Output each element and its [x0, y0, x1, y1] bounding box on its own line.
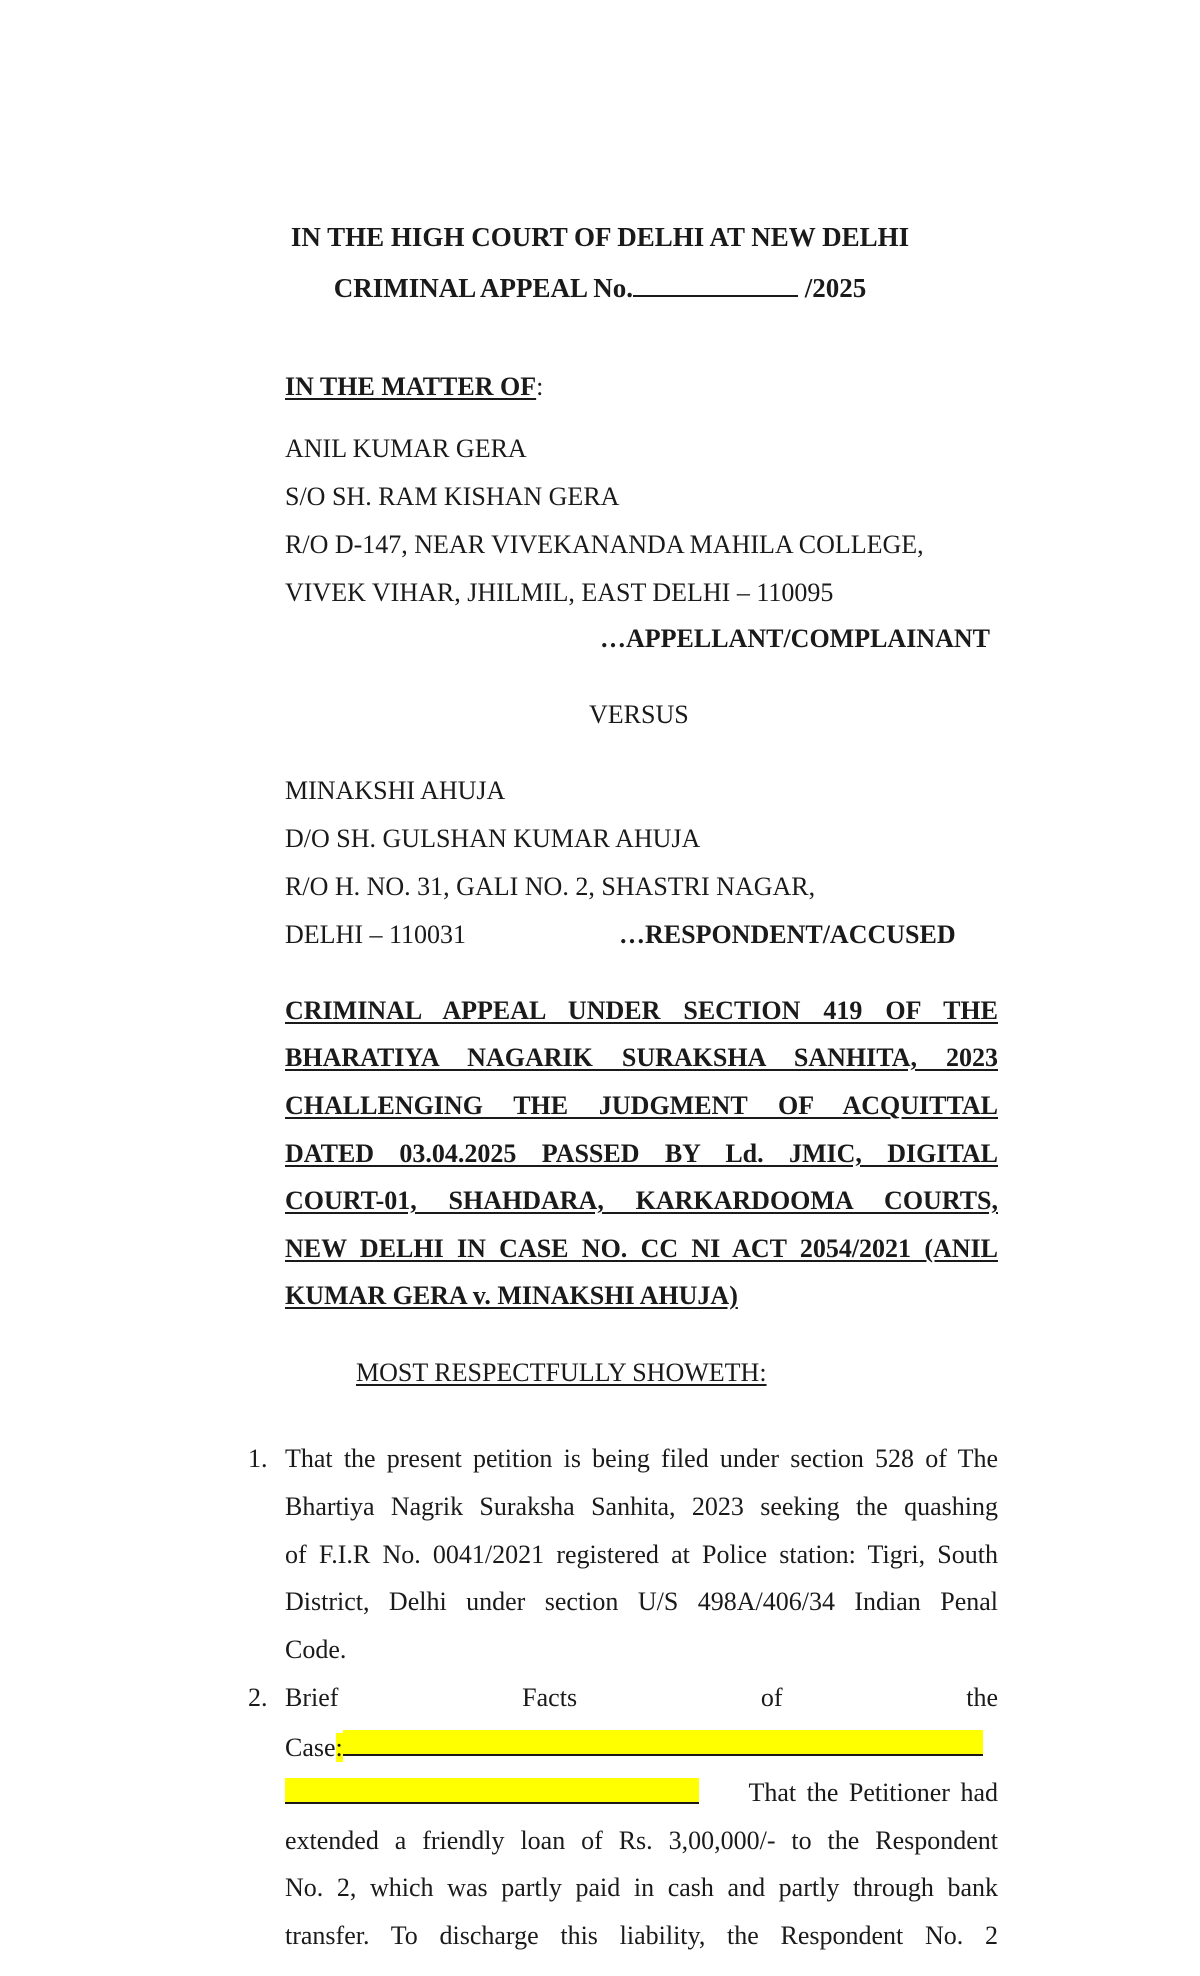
para-2-line-6: transfer. To discharge this liability, the Respondent No. 2 [285, 1921, 998, 1950]
court-title: IN THE HIGH COURT OF DELHI AT NEW DELHI [290, 222, 910, 252]
appellant-address-2: VIVEK VIHAR, JHILMIL, EAST DELHI – 110095 [285, 578, 834, 607]
appellant-name: ANIL KUMAR GERA [285, 434, 527, 463]
appeal-title-line-6: NEW DELHI IN CASE NO. CC NI ACT 2054/2021 (ANIL [285, 1234, 998, 1263]
appeal-title-line-5: COURT-01, SHAHDARA, KARKARDOOMA COURTS, [285, 1186, 998, 1215]
para-2-blank-line [285, 1778, 998, 1811]
appellant-address-1: R/O D-147, NEAR VIVEKANANDA MAHILA COLLEGE, [285, 530, 924, 559]
case-label: Case [285, 1733, 336, 1762]
respondent-name: MINAKSHI AHUJA [285, 776, 506, 805]
case-highlight-blank-2[interactable] [285, 1778, 699, 1804]
respondent-address-1: R/O H. NO. 31, GALI NO. 2, SHASTRI NAGAR, [285, 872, 816, 901]
para-1-line-5: Code. [285, 1635, 347, 1664]
appeal-number-line [0, 271, 1200, 304]
para-1-line-2: Bhartiya Nagrik Suraksha Sanhita, 2023 seeking the quashing [285, 1492, 998, 1521]
matter-heading: IN THE MATTER OF [285, 372, 537, 401]
para-2-after-blank: That the Petitioner had [748, 1778, 998, 1807]
para-1-number: 1. [248, 1444, 268, 1473]
para-2-line-1: Brief Facts of the [285, 1683, 998, 1712]
para-1-line-1: That the present petition is being filed under section 528 of The [285, 1444, 998, 1473]
appeal-title-line-2: BHARATIYA NAGARIK SURAKSHA SANHITA, 2023 [285, 1043, 998, 1072]
matter-heading-line [285, 372, 543, 402]
case-colon: : [335, 1733, 343, 1762]
matter-colon: : [536, 372, 544, 401]
appeal-title-line-3: CHALLENGING THE JUDGMENT OF ACQUITTAL [285, 1091, 998, 1120]
para-2-number: 2. [248, 1683, 268, 1712]
respondent-parent: D/O SH. GULSHAN KUMAR AHUJA [285, 824, 701, 853]
versus-label: VERSUS [589, 700, 689, 729]
appeal-number-blank[interactable] [633, 271, 798, 297]
para-2-line-5: No. 2, which was partly paid in cash and partly through bank [285, 1873, 998, 1902]
appeal-title-line-1: CRIMINAL APPEAL UNDER SECTION 419 OF THE [285, 996, 998, 1025]
case-highlight-blank-1[interactable] [343, 1730, 983, 1756]
respondent-address-2: DELHI – 110031 [285, 920, 467, 949]
appeal-number-suffix: /2025 [798, 273, 867, 303]
appellant-parent: S/O SH. RAM KISHAN GERA [285, 482, 620, 511]
para-1-line-4: District, Delhi under section U/S 498A/406/34 Indian Penal [285, 1587, 998, 1616]
appeal-number-prefix: CRIMINAL APPEAL No. [333, 273, 633, 303]
para-2-case-line [285, 1730, 983, 1763]
showeth-heading: MOST RESPECTFULLY SHOWETH: [356, 1358, 767, 1387]
para-1-line-3: of F.I.R No. 0041/2021 registered at Police station: Tigri, South [285, 1540, 998, 1569]
appellant-role: …APPELLANT/COMPLAINANT [599, 624, 990, 653]
para-2-line-4: extended a friendly loan of Rs. 3,00,000/- to the Respondent [285, 1826, 998, 1855]
appeal-title-line-7: KUMAR GERA v. MINAKSHI AHUJA) [285, 1281, 738, 1310]
appeal-title-line-4: DATED 03.04.2025 PASSED BY Ld. JMIC, DIGITAL [285, 1139, 998, 1168]
respondent-role: …RESPONDENT/ACCUSED [619, 920, 956, 949]
